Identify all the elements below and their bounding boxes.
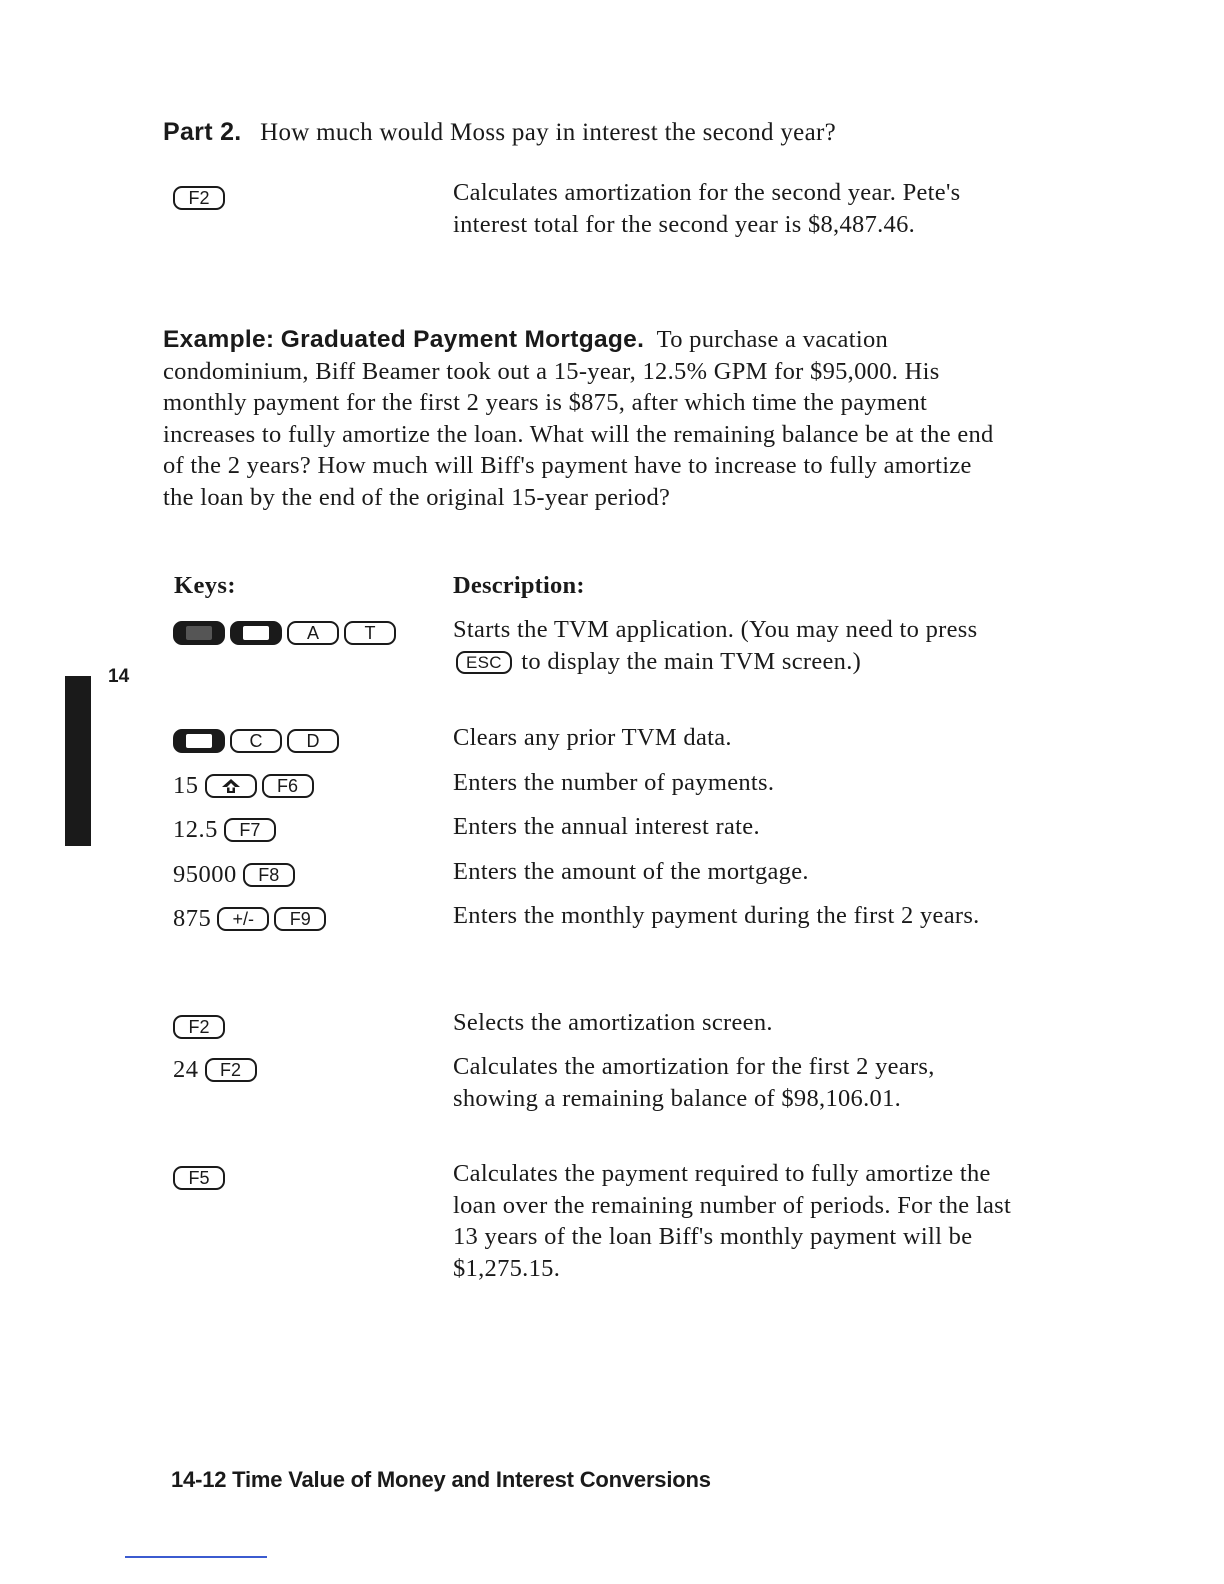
row-payment-required-keys [173,1163,230,1193]
row-clear-keys [173,726,344,756]
row-rate-keys [173,815,281,845]
row-amount-keys [173,860,300,890]
example-text: To purchase a vacation condominium, Biff Beamer took out a 15-year, 12.5% GPM for $95,000. His monthly payment for the first 2 years is $875, after which time the payment increases to fully amortize the loan. What will the remaining balance be at the end of the 2 years? How much will Biff's payment have to increase to fully amortize the loan by the end of the original 15-year period? [163,326,994,511]
f7-key: F7 [224,818,276,842]
example-title: Graduated Payment Mortgage. [280,326,645,353]
row-amort-screen-keys [173,1012,230,1042]
row-start-tvm-description [453,614,1013,677]
a-key: A [287,621,339,645]
chapter-tab-bar [65,676,91,846]
f2-key: F2 [173,1015,225,1039]
key-prefix-number: 24 [173,1056,199,1083]
description-header: Description: [453,572,585,599]
blue-shift-key-icon [173,621,225,645]
row-clear-description: Clears any prior TVM data. [453,724,732,751]
page-footer: 14-12 Time Value of Money and Interest Conversions [171,1467,711,1492]
keys-header: Keys: [174,572,236,599]
row-amort-screen-description: Selects the amortization screen. [453,1009,773,1036]
part2-keys [173,183,230,213]
c-key: C [230,729,282,753]
row-payment-keys [173,904,331,934]
key-prefix-number: 15 [173,772,199,799]
row-payment-required-description: Calculates the payment required to fully amortize the loan over the remaining number of periods. For the last 13 years of the loan Biff's monthly payment will be $1,275.15. [453,1160,1012,1282]
t-key: T [344,621,396,645]
d-key: D [287,729,339,753]
description-text: to display the main TVM screen.) [514,647,862,675]
part2-label: Part 2. [163,118,242,146]
shift-key-icon [205,774,257,798]
row-amount-description: Enters the amount of the mortgage. [453,858,809,885]
description-text: Starts the TVM application. (You may need to press [453,616,978,643]
change-sign-key: +/- [217,907,269,931]
f5-key: F5 [173,1166,225,1190]
key-prefix-number: 875 [173,905,212,932]
esc-key: ESC [456,651,512,674]
part2-heading [163,118,836,147]
row-payment-description: Enters the monthly payment during the first 2 years. [453,902,980,929]
row-payments-description: Enters the number of payments. [453,769,775,796]
f2-key: F2 [173,186,225,210]
filer-key-icon [173,729,225,753]
example-prefix: Example: [163,326,275,353]
example-paragraph [163,324,998,513]
f2-key: F2 [205,1058,257,1082]
row-amort-calc-description: Calculates the amortization for the first 2 years, showing a remaining balance of $98,106.01. [453,1053,935,1112]
row-rate-description: Enters the annual interest rate. [453,813,760,840]
filer-key-icon [230,621,282,645]
row-start-tvm-keys [173,618,401,648]
row-amort-calc-keys [173,1055,262,1085]
part2-question: How much would Moss pay in interest the second year? [260,119,836,146]
part2-description: Calculates amortization for the second year. Pete's interest total for the second year is $8,487.46. [453,179,961,238]
row-payments-keys [173,771,319,801]
f8-key: F8 [243,863,295,887]
f9-key: F9 [274,907,326,931]
key-prefix-number: 95000 [173,861,237,888]
footer-rule [125,1556,267,1558]
f6-key: F6 [262,774,314,798]
chapter-tab-number: 14 [108,666,130,687]
key-prefix-number: 12.5 [173,816,218,843]
